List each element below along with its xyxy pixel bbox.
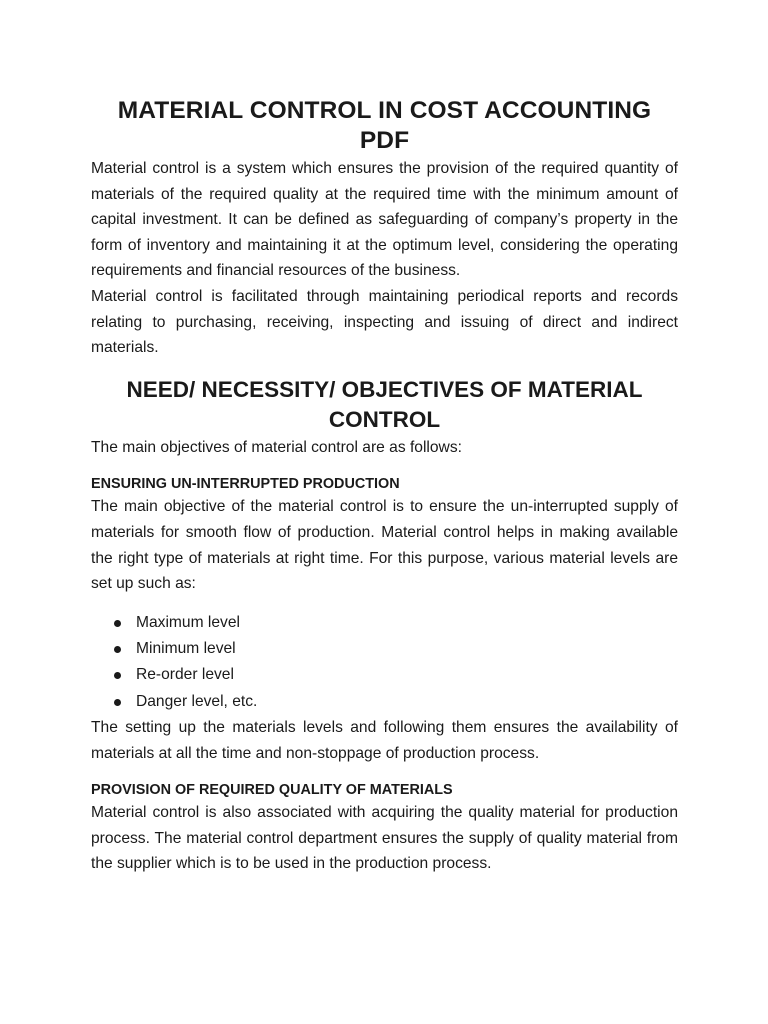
bullet-icon xyxy=(114,646,121,653)
bullet-icon xyxy=(114,672,121,679)
intro-paragraph-1: Material control is a system which ensures the provision of the required quantity of materials of the required quality at the required time with the minimum amount of capital investment. It can be defined as safeguarding of company’s property in the form of inventory and maintaining it at the optimum level, considering the operating requirements and financial resources of the business. xyxy=(91,160,678,280)
section-heading: NEED/ NECESSITY/ OBJECTIVES OF MATERIAL CONTROL xyxy=(126,376,643,432)
list-item-label: Danger level, etc. xyxy=(136,692,258,710)
list-item-danger-level xyxy=(91,689,678,715)
bullet-icon xyxy=(114,620,121,627)
list-item-minimum-level xyxy=(91,636,678,662)
subheading-required-quality: PROVISION OF REQUIRED QUALITY OF MATERIALS xyxy=(91,782,453,799)
document-title: MATERIAL CONTROL IN COST ACCOUNTING PDF xyxy=(117,97,652,154)
required-quality-paragraph: Material control is also associated with acquiring the quality material for production process. The material control department ensures the supply of quality material from the supplier which is to be used in the production process. xyxy=(91,804,678,873)
bullet-icon xyxy=(114,699,121,706)
material-levels-list xyxy=(91,610,678,715)
section-lead-paragraph: The main objectives of material control are as follows: xyxy=(91,438,462,456)
uninterrupted-production-paragraph: The main objective of the material control is to ensure the un-interrupted supply of materials for smooth flow of production. Material control helps in making available the right type of materials at right time. For this purpose, various material levels are set up such as: xyxy=(91,498,678,593)
material-levels-summary-paragraph: The setting up the materials levels and following them ensures the availability of materials at all the time and non-stoppage of production process. xyxy=(91,718,678,762)
intro-paragraph-2: Material control is facilitated through maintaining periodical reports and records relating to purchasing, receiving, inspecting and issuing of direct and indirect materials. xyxy=(91,287,678,357)
subheading-uninterrupted-production: ENSURING UN-INTERRUPTED PRODUCTION xyxy=(91,476,400,493)
list-item-maximum-level xyxy=(91,610,678,636)
list-item-label: Re-order level xyxy=(136,666,234,684)
list-item-reorder-level xyxy=(91,662,678,688)
list-item-label: Minimum level xyxy=(136,640,236,658)
list-item-label: Maximum level xyxy=(136,613,240,631)
